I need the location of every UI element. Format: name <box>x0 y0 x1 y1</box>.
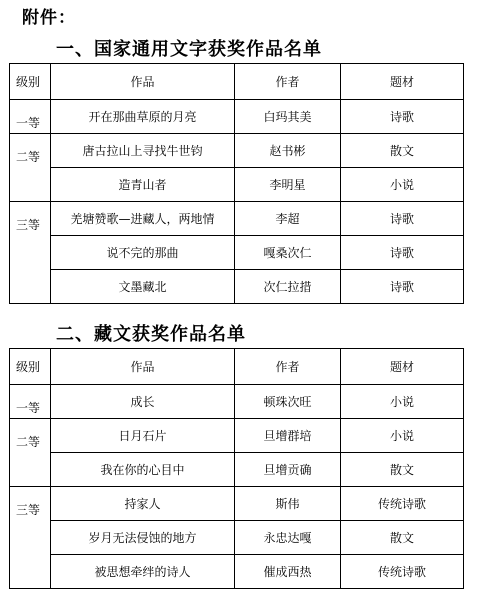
level-cell: 一等 <box>10 385 51 419</box>
table-row <box>10 168 464 202</box>
work-cell: 被思想牵绊的诗人 <box>51 555 235 589</box>
table-row <box>10 385 464 419</box>
header-genre: 题材 <box>341 349 464 385</box>
table-row <box>10 453 464 487</box>
level-cell: 一等 <box>10 100 51 134</box>
header-work: 作品 <box>51 349 235 385</box>
national-language-award-table <box>9 63 464 304</box>
genre-cell: 诗歌 <box>341 270 464 304</box>
table-row <box>10 419 464 453</box>
author-cell: 旦增贡确 <box>235 453 341 487</box>
table-row <box>10 487 464 521</box>
author-cell: 白玛其美 <box>235 100 341 134</box>
section2-title: 二、藏文获奖作品名单 <box>56 324 246 345</box>
work-cell: 我在你的心目中 <box>51 453 235 487</box>
genre-cell: 诗歌 <box>341 202 464 236</box>
genre-cell: 小说 <box>341 419 464 453</box>
work-cell: 岁月无法侵蚀的地方 <box>51 521 235 555</box>
work-cell: 说不完的那曲 <box>51 236 235 270</box>
genre-cell: 散文 <box>341 134 464 168</box>
table-header-row <box>10 349 464 385</box>
genre-cell: 传统诗歌 <box>341 487 464 521</box>
header-level: 级别 <box>10 349 51 385</box>
author-cell: 赵书彬 <box>235 134 341 168</box>
genre-cell: 诗歌 <box>341 236 464 270</box>
tibetan-award-table <box>9 348 464 589</box>
header-author: 作者 <box>235 349 341 385</box>
author-cell: 李超 <box>235 202 341 236</box>
author-cell: 嘎桑次仁 <box>235 236 341 270</box>
work-cell: 羌塘赞歌—进藏人，两地情 <box>51 202 235 236</box>
author-cell: 斯伟 <box>235 487 341 521</box>
author-cell: 李明星 <box>235 168 341 202</box>
table-row <box>10 555 464 589</box>
genre-cell: 散文 <box>341 453 464 487</box>
work-cell: 日月石片 <box>51 419 235 453</box>
table-row <box>10 521 464 555</box>
author-cell: 永忠达嘎 <box>235 521 341 555</box>
work-cell: 持家人 <box>51 487 235 521</box>
level-cell: 二等 <box>10 134 51 202</box>
table-header-row <box>10 64 464 100</box>
work-cell: 文墨藏北 <box>51 270 235 304</box>
header-level: 级别 <box>10 64 51 100</box>
author-cell: 催成西热 <box>235 555 341 589</box>
section1-title: 一、国家通用文字获奖作品名单 <box>56 39 322 60</box>
genre-cell: 诗歌 <box>341 100 464 134</box>
header-author: 作者 <box>235 64 341 100</box>
author-cell: 次仁拉措 <box>235 270 341 304</box>
genre-cell: 小说 <box>341 168 464 202</box>
table-row <box>10 134 464 168</box>
table-row <box>10 236 464 270</box>
table-row <box>10 202 464 236</box>
level-cell: 三等 <box>10 202 51 304</box>
header-genre: 题材 <box>341 64 464 100</box>
author-cell: 顿珠次旺 <box>235 385 341 419</box>
table-row <box>10 100 464 134</box>
attachment-label: 附件： <box>22 8 76 28</box>
header-work: 作品 <box>51 64 235 100</box>
table-row <box>10 270 464 304</box>
work-cell: 开在那曲草原的月亮 <box>51 100 235 134</box>
genre-cell: 小说 <box>341 385 464 419</box>
level-cell: 三等 <box>10 487 51 589</box>
work-cell: 成长 <box>51 385 235 419</box>
work-cell: 造青山者 <box>51 168 235 202</box>
author-cell: 旦增群培 <box>235 419 341 453</box>
genre-cell: 散文 <box>341 521 464 555</box>
level-cell: 二等 <box>10 419 51 487</box>
work-cell: 唐古拉山上寻找牛世钧 <box>51 134 235 168</box>
genre-cell: 传统诗歌 <box>341 555 464 589</box>
